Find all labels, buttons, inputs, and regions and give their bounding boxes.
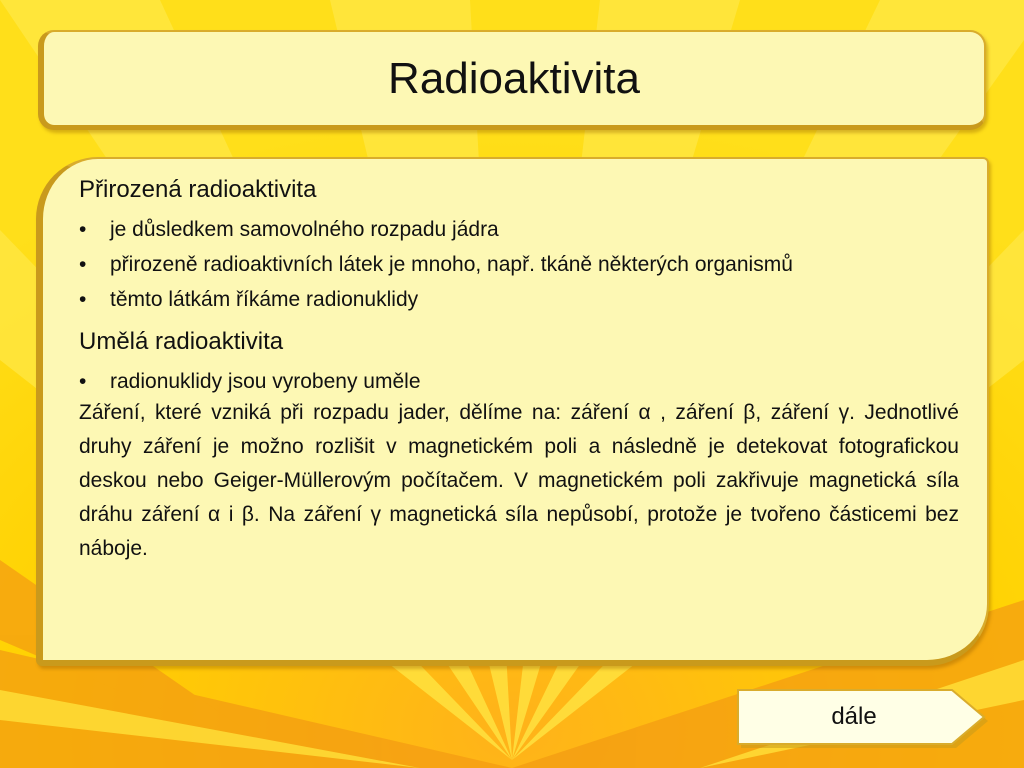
bullet-icon: •: [79, 370, 87, 393]
natural-radioactivity-heading: Přirozená radioaktivita: [79, 176, 317, 203]
next-button[interactable]: [736, 688, 992, 752]
title-panel: [38, 30, 986, 130]
radiation-paragraph: Záření, které vzniká při rozpadu jader, dělíme na: záření α , záření β, záření γ. Jednotlivé druhy záření je možno rozlišit v magnetickém poli a následně je detekovat fotografickou deskou nebo Geiger-Müllerovým počítačem. V magnetickém poli zakřivuje magnetická síla dráhu záření α i β. Na záření γ magnetická síla nepůsobí, protože je tvořeno částicemi bez náboje.: [79, 401, 959, 560]
list-item-text: je důsledkem samovolného rozpadu jádra: [110, 218, 499, 241]
list-item-text: přirozeně radioaktivních látek je mnoho, např. tkáně některých organismů: [110, 253, 793, 276]
natural-radioactivity-list: [79, 215, 959, 315]
slide-title: Radioaktivita: [388, 54, 640, 103]
artificial-radioactivity-heading: Umělá radioaktivita: [79, 328, 284, 355]
bullet-icon: •: [79, 218, 87, 241]
list-item: [79, 250, 959, 280]
content-panel: [36, 157, 989, 666]
content-body: [79, 175, 959, 566]
artificial-radioactivity-list: [79, 367, 959, 397]
next-button-label: dále: [831, 703, 877, 730]
list-item: [79, 367, 959, 397]
list-item: [79, 285, 959, 315]
bullet-icon: •: [79, 253, 87, 276]
list-item-text: radionuklidy jsou vyrobeny uměle: [110, 370, 421, 393]
list-item: [79, 215, 959, 245]
bullet-icon: •: [79, 288, 87, 311]
list-item-text: těmto látkám říkáme radionuklidy: [110, 288, 419, 311]
